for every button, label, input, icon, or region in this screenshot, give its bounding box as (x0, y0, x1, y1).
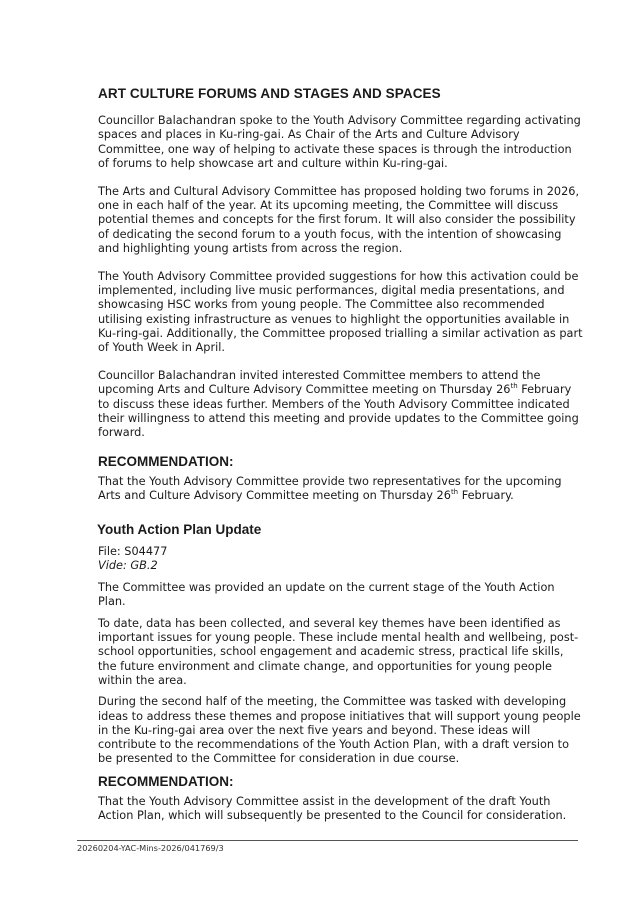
recommendation-text (98, 475, 584, 504)
recommendation-text: That the Youth Advisory Committee assist in the development of the draft Youth Action Plan, which will subsequently be presented to the Council for consideration. (98, 794, 567, 822)
paragraph: Councillor Balachandran spoke to the Youth Advisory Committee regarding activating spaces and places in Ku-ring-gai. As Chair of the Arts and Culture Advisory Committee, one way of helping to activate these spaces is through the introduction of forums to help showcase art and culture within Ku-ring-gai. (98, 114, 581, 170)
recommendation-heading: RECOMMENDATION: (98, 773, 234, 789)
paragraph: The Committee was provided an update on the current stage of the Youth Action Plan. (98, 581, 555, 609)
footer-divider (77, 840, 578, 841)
recommendation-text-part: February. (458, 489, 514, 503)
file-number: File: S04477 (98, 544, 168, 558)
paragraph: The Arts and Cultural Advisory Committee has proposed holding two forums in 2026, one in each half of the year. At its upcoming meeting, the Committee will discuss potential themes and concepts for the first forum. It will also consider the possibility of dedicating the second forum to a youth focus, with the intention of showcasing and highlighting young artists from across the region. (98, 184, 580, 255)
paragraph: During the second half of the meeting, the Committee was tasked with developing ideas to address these themes and propose initiatives that will support young people in the Ku-ring-gai area over the next five years and beyond. These ideas will contribute to the recommendations of the Youth Action Plan, with a draft version to be presented to the Committee for consideration in due course. (98, 695, 581, 766)
paragraph: The Youth Advisory Committee provided suggestions for how this activation could be implemented, including live music performances, digital media presentations, and showcasing HSC works from young people. The Committee also recommended utilising existing infrastructure as venues to highlight the opportunities available in Ku-ring-gai. Additionally, the Committee proposed trialling a similar activation as part of Youth Week in April. (98, 269, 583, 355)
recommendation-heading: RECOMMENDATION: (98, 453, 234, 469)
vide-reference: Vide: GB.2 (98, 558, 158, 572)
ordinal-suffix: th (510, 382, 518, 391)
paragraph-text: February to discuss these ideas further. Members of the Youth Advisory Committee indicated their willingness to attend this meeting and provide updates to the Committee going forward. (98, 383, 579, 440)
file-reference-block (98, 545, 584, 574)
paragraph: To date, data has been collected, and several key themes have been identified as important issues for young people. These include mental health and wellbeing, post-school opportunities, school engagement and academic stress, practical life skills, the future environment and climate change, and opportunities for young people within the area. (98, 616, 579, 687)
paragraph-text: Councillor Balachandran invited interested Committee members to attend the upcoming Arts and Culture Advisory Committee meeting on Thursday 26 (98, 368, 541, 397)
section-heading-youth-action-plan: Youth Action Plan Update (97, 521, 262, 537)
ordinal-suffix: th (450, 488, 459, 497)
paragraph-invitation (98, 369, 584, 440)
section-heading-art-culture: ART CULTURE FORUMS AND STAGES AND SPACES (98, 86, 441, 101)
page-content (98, 86, 584, 837)
document-reference: 20260204-YAC-Mins-2026/041769/3 (77, 843, 224, 853)
recommendation-text-part: That the Youth Advisory Committee provide two representatives for the upcoming Arts and Culture Advisory Committee meeting on Thursday 26 (98, 474, 562, 503)
